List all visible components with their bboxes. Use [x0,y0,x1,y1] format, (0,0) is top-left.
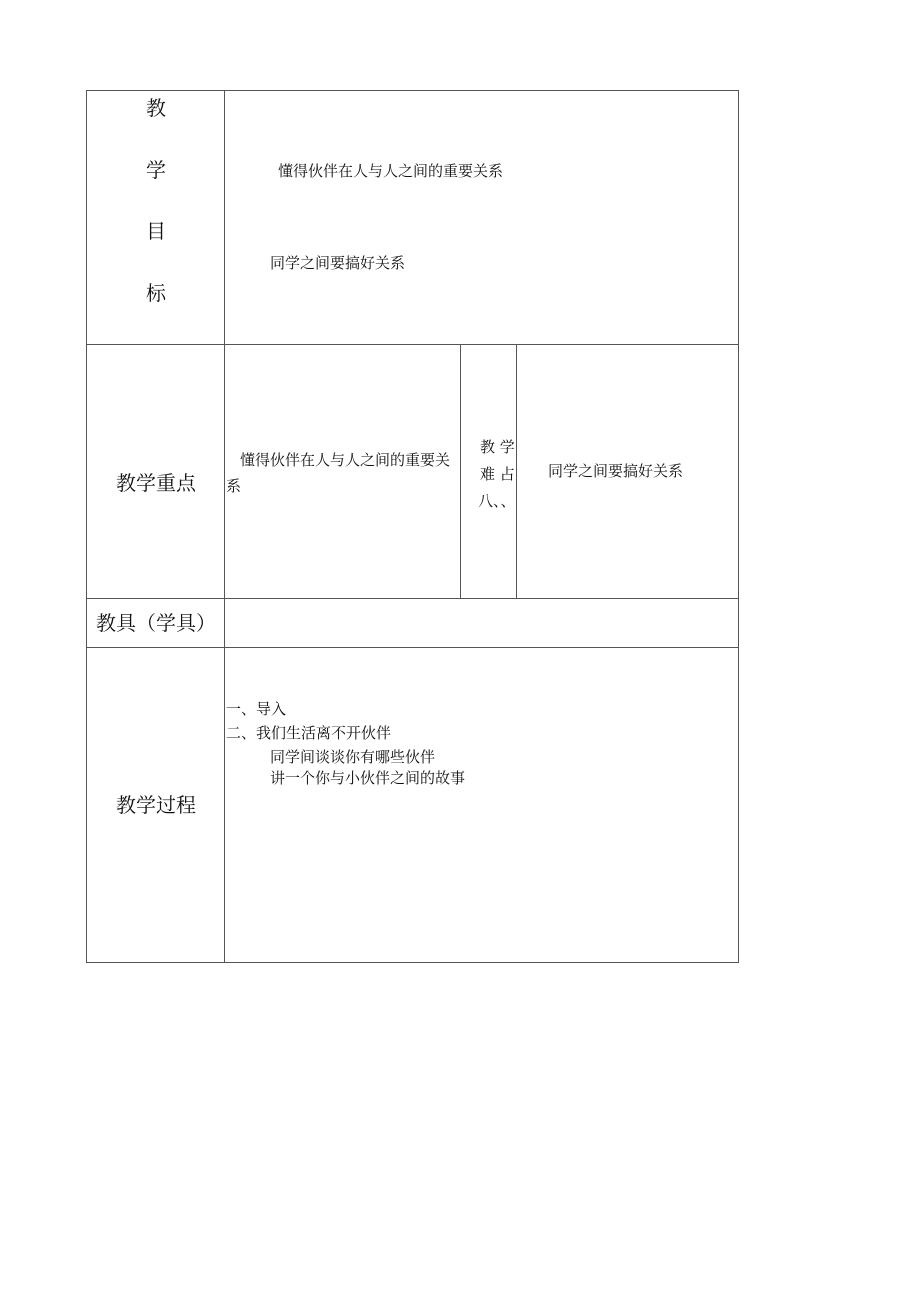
row-divider [86,344,739,345]
column-divider [460,344,461,599]
column-divider [224,90,225,963]
table-border-top [86,90,739,91]
difficulty-label: 难 占 [480,465,515,483]
goals-label-char: 目 [146,219,166,243]
column-divider [516,344,517,599]
goals-label-char: 学 [146,158,166,182]
process-label: 教学过程 [116,793,196,817]
difficulty-label: 八、、 [478,492,516,510]
table-border-bottom [86,962,739,963]
row-divider [86,598,739,599]
process-step: 一、导入 [226,700,287,718]
key-points-text-wrap: 系 [226,477,242,495]
process-step: 二、我们生活离不开伙伴 [226,724,392,742]
process-substep: 同学间谈谈你有哪些伙伴 [270,748,436,766]
table-border-right [738,90,739,963]
goal-item: 懂得伙伴在人与人之间的重要关系 [278,162,504,180]
goals-label-char: 标 [146,281,166,305]
key-points-text: 懂得伙伴在人与人之间的重要关 [240,451,451,469]
difficulty-text: 同学之间要搞好关系 [548,462,684,480]
difficulty-label: 教 学 [480,438,515,456]
process-substep: 讲一个你与小伙伴之间的故事 [270,769,466,787]
row-divider [86,647,739,648]
key-points-label: 教学重点 [116,471,196,495]
tools-label: 教具（学具） [96,611,216,635]
goal-item: 同学之间要搞好关系 [270,254,406,272]
table-border-left [86,90,87,963]
goals-label-char: 教 [146,96,166,120]
